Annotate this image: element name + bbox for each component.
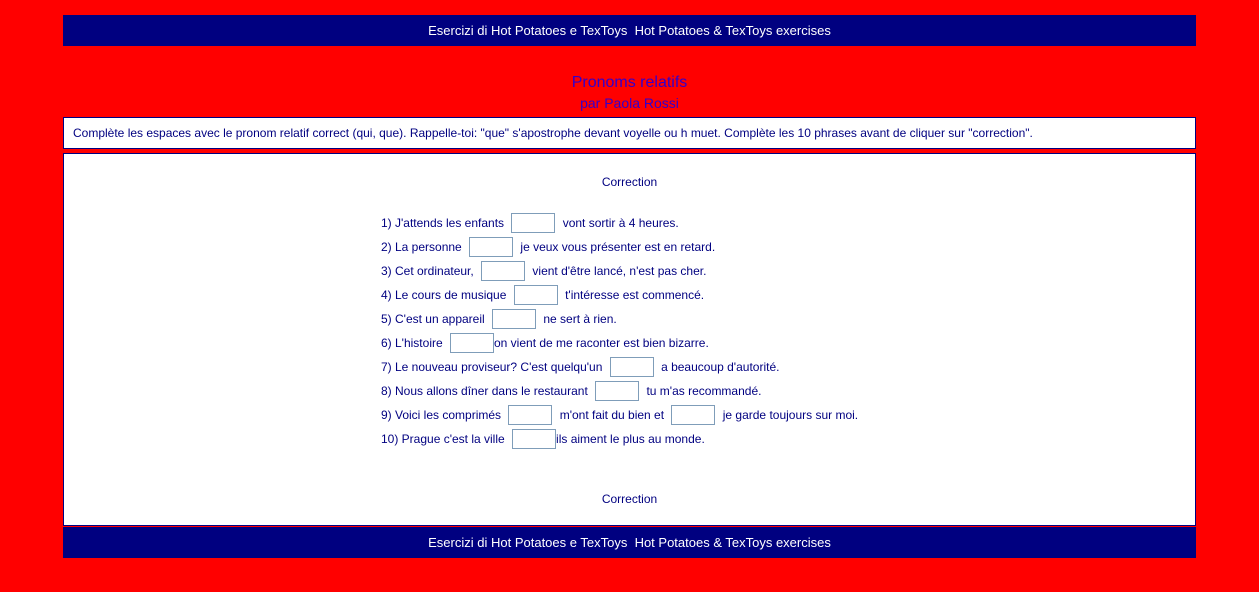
question-text: 10) Prague c'est la ville [381, 432, 509, 446]
answer-input-6[interactable] [450, 333, 494, 353]
instructions-text: Complète les espaces avec le pronom relatif correct (qui, que). Rappelle-toi: "que" s'apostrophe devant voyelle ou h muet. Complète les 10 phrases avant de cliquer sur "correction". [73, 126, 1033, 140]
answer-input-2[interactable] [469, 237, 513, 257]
question-text: 3) Cet ordinateur, [381, 264, 478, 278]
question-6 [381, 331, 858, 355]
nav-link-english[interactable]: Hot Potatoes & TexToys exercises [634, 23, 831, 38]
question-5 [381, 307, 858, 331]
answer-input-4[interactable] [514, 285, 558, 305]
nav-link-italian[interactable]: Esercizi di Hot Potatoes e TexToys [428, 23, 628, 38]
answer-input-5[interactable] [492, 309, 536, 329]
answer-input-10[interactable] [512, 429, 556, 449]
correction-button-bottom[interactable]: Correction [601, 492, 658, 506]
question-text: ils aiment le plus au monde. [556, 432, 705, 446]
correction-button-top[interactable]: Correction [601, 175, 658, 189]
nav-link-english[interactable]: Hot Potatoes & TexToys exercises [634, 535, 831, 550]
question-list [381, 211, 858, 451]
question-text: 2) La personne [381, 240, 466, 254]
question-9 [381, 403, 858, 427]
question-text: je veux vous présenter est en retard. [517, 240, 716, 254]
page-title: Pronoms relatifs [571, 74, 688, 91]
question-text: 5) C'est un appareil [381, 312, 489, 326]
question-text: t'intéresse est commencé. [561, 288, 705, 302]
question-7 [381, 355, 858, 379]
question-text: 8) Nous allons dîner dans le restaurant [381, 384, 592, 398]
question-text: 6) L'histoire [381, 336, 446, 350]
question-text: 1) J'attends les enfants [381, 216, 508, 230]
nav-link-italian[interactable]: Esercizi di Hot Potatoes e TexToys [428, 535, 628, 550]
instructions-box [63, 117, 1196, 149]
question-10 [381, 427, 858, 451]
question-text: on vient de me raconter est bien bizarre. [494, 336, 709, 350]
question-3 [381, 259, 858, 283]
question-text: ne sert à rien. [540, 312, 617, 326]
question-text: vont sortir à 4 heures. [559, 216, 679, 230]
answer-input-7[interactable] [610, 357, 654, 377]
question-text: 4) Le cours de musique [381, 288, 510, 302]
top-navbar [63, 15, 1196, 46]
nav-separator [627, 23, 634, 38]
bottom-navbar [63, 527, 1196, 558]
question-text: 7) Le nouveau proviseur? C'est quelqu'un [381, 360, 606, 374]
question-text: a beaucoup d'autorité. [657, 360, 780, 374]
answer-input-1[interactable] [511, 213, 555, 233]
answer-input-9a[interactable] [508, 405, 552, 425]
question-text: 9) Voici les comprimés [381, 408, 505, 422]
question-text: tu m'as recommandé. [643, 384, 762, 398]
nav-separator [627, 535, 634, 550]
question-4 [381, 283, 858, 307]
question-text: je garde toujours sur moi. [719, 408, 859, 422]
question-1 [381, 211, 858, 235]
question-text: m'ont fait du bien et [556, 408, 668, 422]
page-subtitle: par Paola Rossi [580, 95, 679, 111]
exercise-panel [63, 153, 1196, 526]
answer-input-8[interactable] [595, 381, 639, 401]
question-text: vient d'être lancé, n'est pas cher. [529, 264, 707, 278]
question-2 [381, 235, 858, 259]
answer-input-3[interactable] [481, 261, 525, 281]
answer-input-9b[interactable] [671, 405, 715, 425]
question-8 [381, 379, 858, 403]
